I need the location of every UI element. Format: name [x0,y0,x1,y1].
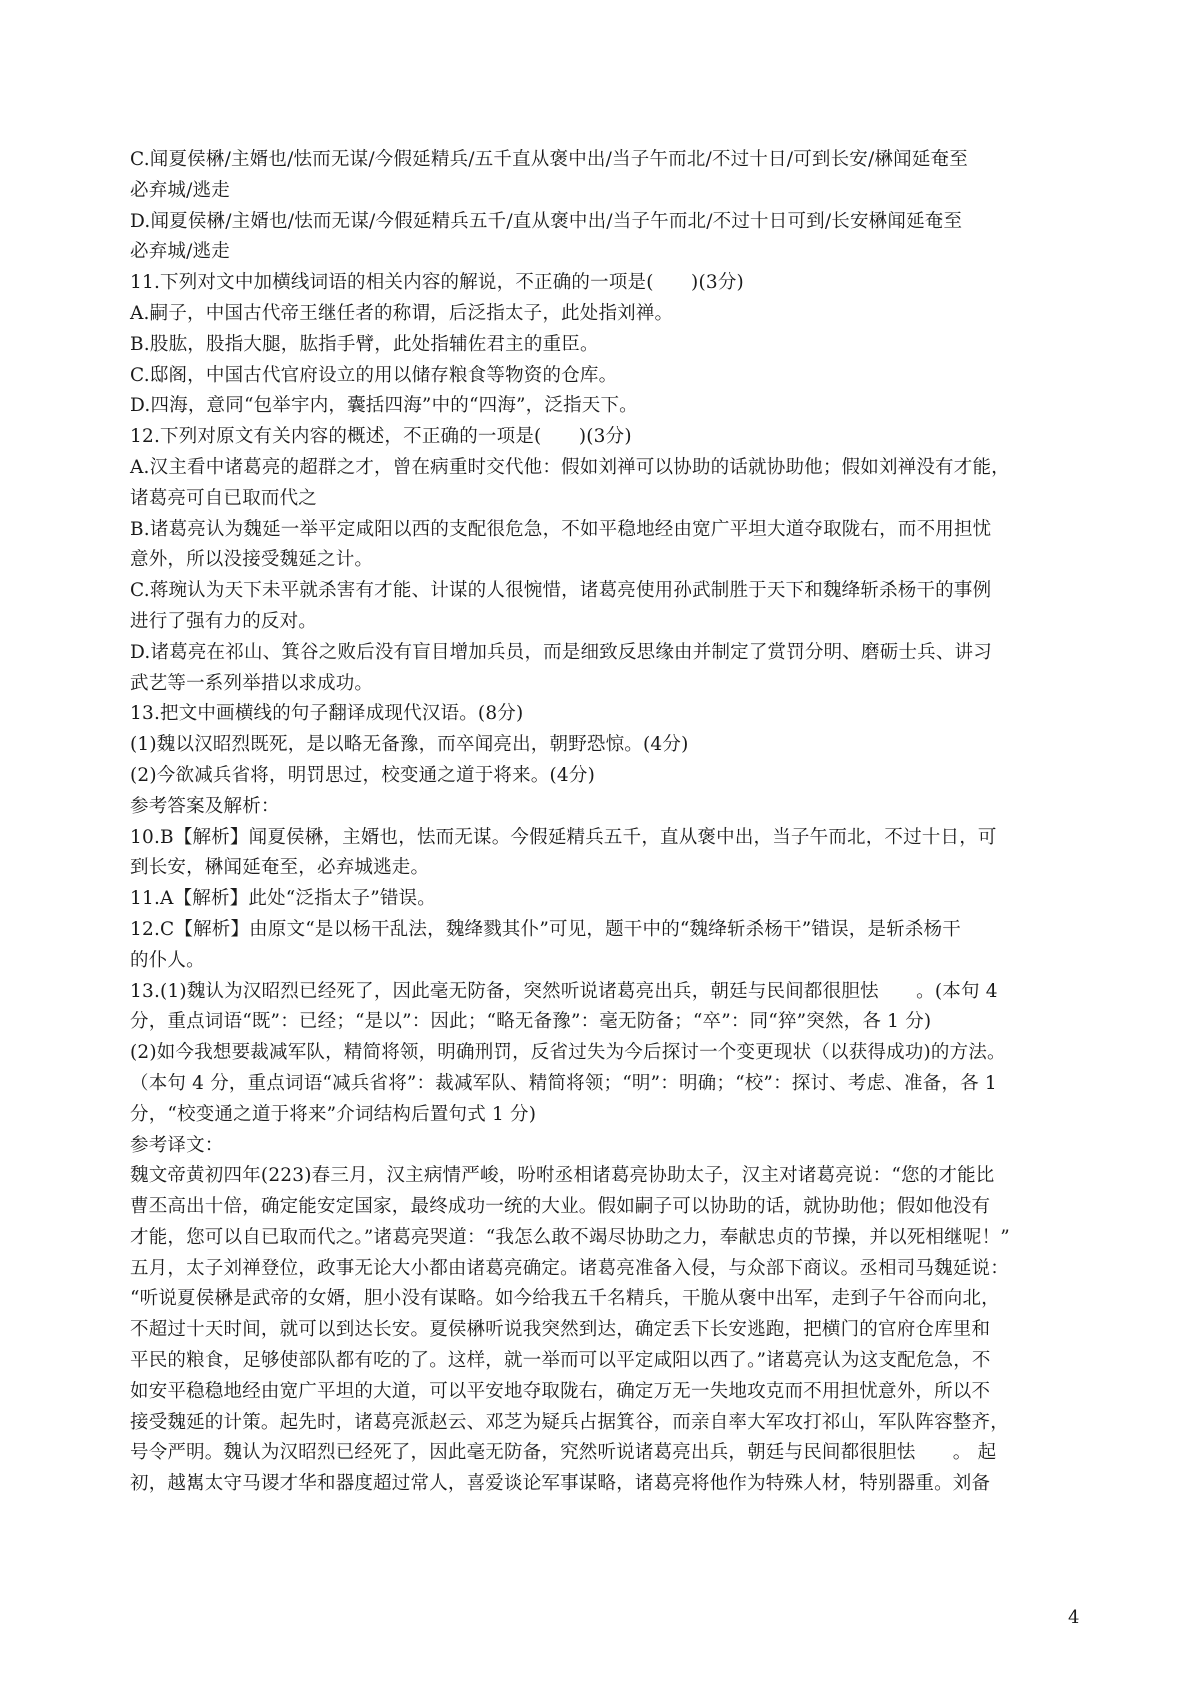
option-line: 诸葛亮可自已取而代之 [130,487,318,509]
translation-line: 魏文帝黄初四年(223)春三月，汉主病情严峻，吩咐丞相诸葛亮协助太子，汉主对诸葛亮说：“您的才能比 [130,1165,995,1187]
translation-line: 初，越嶲太守马谡才华和器度超过常人，喜爱谈论军事谋略，诸葛亮将他作为特殊人材，特别器重。刘备 [130,1473,991,1495]
translation-line: 如安平稳稳地经由宽广平坦的大道，可以平安地夺取陇右，确定万无一失地攻克而不用担忧意外，所以不 [130,1380,991,1402]
text-line: 必弃城/逃走 [130,179,230,201]
answer-line: 分，重点词语“既”：已经；“是以”：因此；“略无备豫”：毫无防备；“卒”：同“猝”突然，各 1 分) [130,1011,932,1033]
answer-line: 13.(1)魏认为汉昭烈已经死了，因此毫无防备，突然听说诸葛亮出兵，朝廷与民间都很胆怯 。(本句 4 [130,980,998,1002]
text-line: (1)魏以汉昭烈既死，是以略无备豫，而卒闻亮出，朝野恐惊。(4分) [130,734,689,756]
section-heading: 参考答案及解析： [130,795,280,817]
question-stem: 13.把文中画横线的句子翻译成现代汉语。(8分) [130,703,524,725]
translation-line: 曹丕高出十倍，确定能安定国家，最终成功一统的大业。假如嗣子可以协助的话，就协助他；假如他没有 [130,1196,991,1218]
answer-line: (2)如今我想要裁减军队，精简将领，明确刑罚，反省过失为今后探讨一个变更现状（以获得成功)的方法。 [130,1042,1006,1064]
question-stem: 12.下列对原文有关内容的概述，不正确的一项是( )(3分) [130,426,632,448]
page-number: 4 [1068,1607,1080,1628]
translation-line: 才能，您可以自已取而代之。”诸葛亮哭道：“我怎么敢不竭尽协助之力，奉献忠贞的节操，并以死相继呢！” [130,1226,1010,1248]
answer-line: 的仆人。 [130,949,205,971]
option-line: A.汉主看中诸葛亮的超群之才，曾在病重时交代他：假如刘禅可以协助的话就协助他；假如刘禅没有才能， [130,456,1010,478]
option-line: D.诸葛亮在祁山、箕谷之败后没有盲目增加兵员，而是细致反思缘由并制定了赏罚分明、磨砺士兵、讲习 [130,641,992,663]
answer-line: 分，“校变通之道于将来”介词结构后置句式 1 分) [130,1103,537,1125]
text-line: C.闻夏侯楙/主婿也/怯而无谋/今假延精兵/五千直从褒中出/当子午而北/不过十日/可到长安/楙闻延奄至 [130,149,968,170]
translation-line: 号令严明。魏认为汉昭烈已经死了，因此毫无防备，究然听说诸葛亮出兵，朝廷与民间都很胆怯 。 起 [130,1442,997,1464]
option-line: A.嗣子，中国古代帝王继任者的称谓，后泛指太子，此处指刘禅。 [130,302,674,324]
option-line: B.股肱，股指大腿，肱指手臂，此处指辅佐君主的重臣。 [130,333,599,355]
translation-line: 接受魏延的计策。起先时，诸葛亮派赵云、邓芝为疑兵占据箕谷，而亲自率大军攻打祁山，军队阵容整齐， [130,1411,1009,1433]
option-line: 意外，所以没接受魏延之计。 [130,549,374,571]
section-heading: 参考译文： [130,1134,224,1156]
text-line: D.闻夏侯楙/主婿也/怯而无谋/今假延精兵五千/直从褒中出/当子午而北/不过十日可到/长安楙闻延奄至 [130,210,963,232]
option-line: C.邸阁，中国古代官府设立的用以储存粮食等物资的仓库。 [130,364,618,386]
option-line: 武艺等一系列举措以求成功。 [130,672,374,694]
translation-line: 五月，太子刘禅登位，政事无论大小都由诸葛亮确定。诸葛亮准备入侵，与众部下商议。丞相司马魏延说： [130,1257,1009,1279]
answer-line: 12.C【解析】由原文“是以杨干乱法，魏绛戮其仆”可见，题干中的“魏绛斩杀杨干”错误，是斩杀杨干 [130,918,962,940]
question-stem: 11.下列对文中加横线词语的相关内容的解说，不正确的一项是( )(3分) [130,272,744,294]
option-line: 进行了强有力的反对。 [130,610,318,632]
option-line: D.四海，意同“包举宇内，囊括四海”中的“四海”，泛指天下。 [130,395,638,417]
text-line: (2)今欲减兵省将，明罚思过，校变通之道于将来。(4分) [130,764,596,786]
answer-line: 10.B【解析】闻夏侯楙，主婿也，怯而无谋。今假延精兵五千，直从褒中出，当子午而北，不过十日，可 [130,826,997,848]
option-line: C.蒋琬认为天下未平就杀害有才能、计谋的人很惋惜，诸葛亮使用孙武制胜于天下和魏绛斩杀杨干的事例 [130,580,992,602]
text-line: 必弃城/逃走 [130,241,230,263]
translation-line: “听说夏侯楙是武帝的女婿，胆小没有谋略。如今给我五千名精兵，干脆从褒中出军，走到子午谷而向北， [130,1288,1000,1310]
translation-line: 不超过十天时间，就可以到达长安。夏侯楙听说我突然到达，确定丢下长安逃跑，把横门的官府仓库里和 [130,1319,991,1341]
translation-line: 平民的粮食，足够使部队都有吃的了。这样，就一举而可以平定咸阳以西了。”诸葛亮认为这支配危急，不 [130,1350,991,1372]
option-line: B.诸葛亮认为魏延一举平定咸阳以西的支配很危急，不如平稳地经由宽广平坦大道夺取陇右，而不用担忧 [130,518,992,540]
answer-line: （本句 4 分，重点词语“减兵省将”：裁减军队、精简将领；“明”：明确；“校”：探讨、考虑、准备，各 1 [130,1072,997,1094]
answer-line: 到长安，楙闻延奄至，必弃城逃走。 [130,857,430,879]
answer-line: 11.A【解析】此处“泛指太子”错误。 [130,888,436,910]
document-body [130,145,1080,1500]
